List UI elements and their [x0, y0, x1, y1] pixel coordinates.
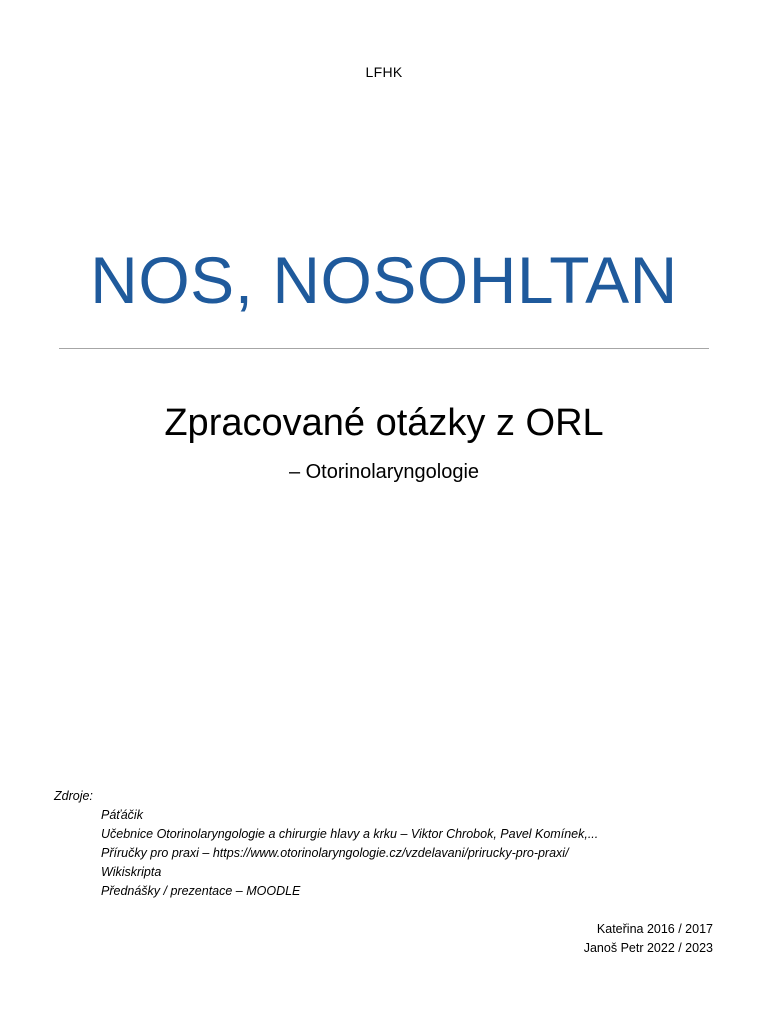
source-item: Páťáčik — [101, 808, 143, 822]
document-subtitle-secondary: – Otorinolaryngologie — [288, 461, 480, 483]
credit-line: Kateřina 2016 / 2017 — [596, 922, 713, 936]
source-item: Učebnice Otorinolaryngologie a chirurgie hlavy a krku – Viktor Chrobok, Pavel Komínek,... — [101, 827, 599, 841]
source-item: Přednášky / prezentace – MOODLE — [101, 884, 301, 898]
sources-section — [54, 787, 734, 901]
sources-label: Zdroje: — [54, 789, 93, 803]
title-divider — [59, 348, 709, 349]
document-subtitle: Zpracované otázky z ORL — [164, 402, 604, 444]
credit-line: Janoš Petr 2022 / 2023 — [583, 941, 713, 955]
document-header: LFHK — [365, 64, 403, 80]
source-item: Příručky pro praxi – https://www.otorinolaryngologie.cz/vzdelavani/prirucky-pro-praxi/ — [101, 846, 569, 860]
document-title: NOS, NOSOHLTAN — [90, 243, 678, 317]
sources-list — [54, 806, 734, 901]
credits-section — [584, 920, 713, 958]
source-item: Wikiskripta — [101, 865, 162, 879]
